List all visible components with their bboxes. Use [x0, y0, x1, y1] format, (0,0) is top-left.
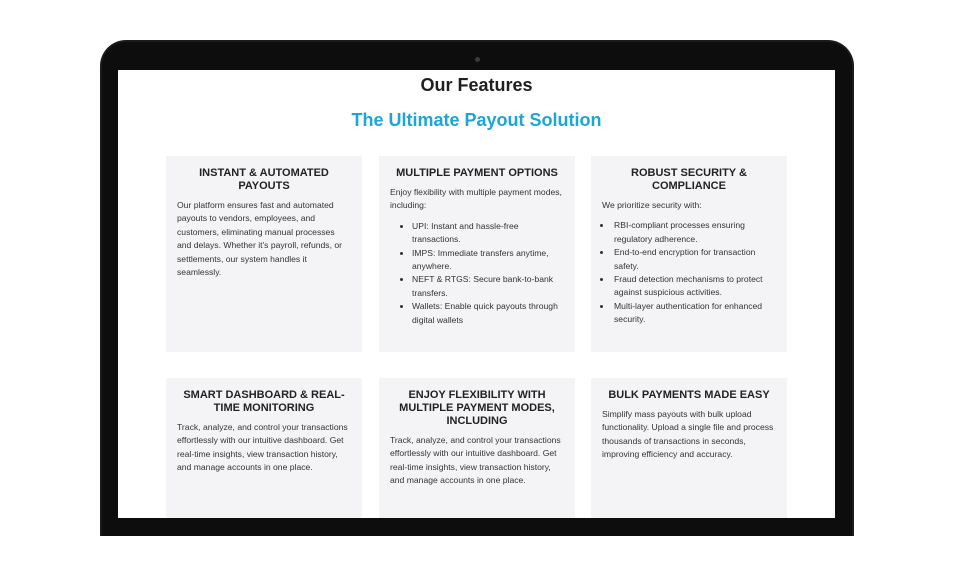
- feature-card-payment-options: [379, 156, 575, 352]
- feature-card-title: INSTANT & AUTOMATED PAYOUTS: [199, 167, 329, 192]
- feature-card-title: SMART DASHBOARD & REAL-TIME MONITORING: [183, 389, 345, 414]
- list-item: • Wallets: Enable quick payouts through digital wallets: [412, 300, 564, 327]
- feature-list: [390, 220, 564, 327]
- feature-card-description: We prioritize security with:: [602, 200, 702, 210]
- feature-card-instant-payouts: [166, 156, 362, 352]
- list-item: • IMPS: Immediate transfers anytime, anywhere.: [412, 247, 564, 274]
- section-subtitle: The Ultimate Payout Solution: [351, 110, 602, 130]
- list-item: • Fraud detection mechanisms to protect against suspicious activities.: [612, 273, 776, 300]
- list-item: • End-to-end encryption for transaction safety.: [612, 246, 776, 273]
- feature-card-description: Simplify mass payouts with bulk upload functionality. Upload a single file and process thousands of transactions in seconds, improving efficiency and accuracy.: [602, 409, 774, 460]
- feature-card-description: Track, analyze, and control your transactions effortlessly with our intuitive dashboard. Get real-time insights, view transaction history, and manage accounts in one place.: [177, 422, 348, 473]
- list-item: • RBI-compliant processes ensuring regulatory adherence.: [612, 219, 776, 246]
- feature-card-smart-dashboard: [166, 378, 362, 518]
- laptop-screen: [118, 70, 835, 518]
- feature-card-title: ROBUST SECURITY & COMPLIANCE: [631, 167, 747, 192]
- section-title: Our Features: [420, 75, 533, 95]
- feature-card-security: [591, 156, 787, 352]
- feature-card-flexibility: [379, 378, 575, 518]
- feature-card-title: MULTIPLE PAYMENT OPTIONS: [396, 167, 558, 179]
- feature-card-bulk-payments: [591, 378, 787, 518]
- feature-card-description: Enjoy flexibility with multiple payment modes, including:: [390, 187, 562, 211]
- list-item: • Multi-layer authentication for enhanced security.: [612, 300, 776, 327]
- feature-card-description: Track, analyze, and control your transactions effortlessly with our intuitive dashboard. Get real-time insights, view transaction history, and manage accounts in one place.: [390, 435, 561, 486]
- feature-card-description: Our platform ensures fast and automated payouts to vendors, employees, and customers, eliminating manual processes and delays. Whether it's payroll, refunds, or settlements, our system handles it seamlessly.: [177, 200, 343, 278]
- feature-card-title: BULK PAYMENTS MADE EASY: [608, 389, 770, 401]
- feature-card-title: ENJOY FLEXIBILITY WITH MULTIPLE PAYMENT MODES, INCLUDING: [399, 389, 555, 427]
- feature-list: [602, 219, 776, 326]
- list-item: • NEFT & RTGS: Secure bank-to-bank transfers.: [412, 273, 564, 300]
- list-item: • UPI: Instant and hassle-free transactions.: [412, 220, 564, 247]
- webcam-icon: [475, 57, 480, 62]
